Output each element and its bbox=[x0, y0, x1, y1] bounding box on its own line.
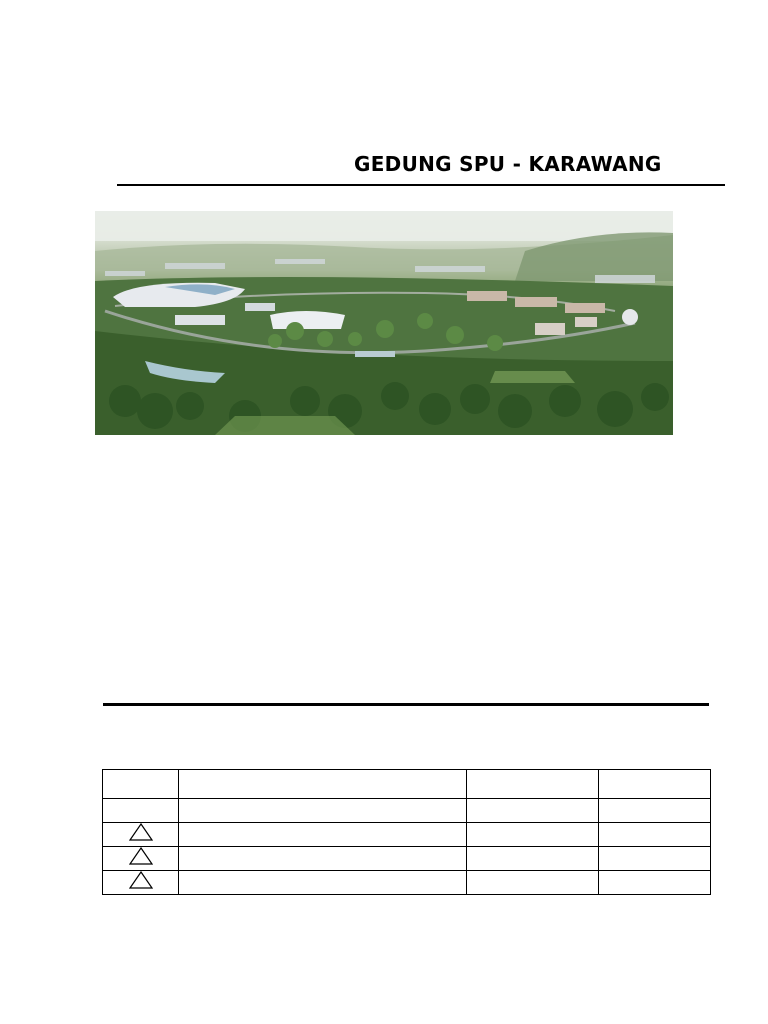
date-cell bbox=[467, 871, 599, 895]
triangle-icon bbox=[129, 871, 153, 889]
aerial-campus-illustration bbox=[95, 211, 673, 435]
revision-marker-cell bbox=[103, 847, 179, 871]
by-cell bbox=[599, 847, 711, 871]
table-row bbox=[103, 799, 711, 823]
header-cell bbox=[179, 770, 467, 799]
section-divider bbox=[103, 703, 709, 706]
revision-table-header bbox=[103, 770, 711, 799]
revision-marker-cell bbox=[103, 823, 179, 847]
by-cell bbox=[599, 799, 711, 823]
header-cell bbox=[467, 770, 599, 799]
date-cell bbox=[467, 799, 599, 823]
header-cell bbox=[599, 770, 711, 799]
document-title: GEDUNG SPU - KARAWANG bbox=[354, 152, 662, 176]
description-cell bbox=[179, 847, 467, 871]
triangle-icon bbox=[129, 823, 153, 841]
table-row bbox=[103, 847, 711, 871]
title-underline bbox=[117, 184, 725, 186]
table-row bbox=[103, 871, 711, 895]
revision-table bbox=[102, 769, 711, 895]
description-cell bbox=[179, 871, 467, 895]
revision-marker-cell bbox=[103, 799, 179, 823]
header-cell bbox=[103, 770, 179, 799]
aerial-campus-image bbox=[95, 211, 673, 435]
by-cell bbox=[599, 871, 711, 895]
description-cell bbox=[179, 799, 467, 823]
revision-marker-cell bbox=[103, 871, 179, 895]
description-cell bbox=[179, 823, 467, 847]
date-cell bbox=[467, 847, 599, 871]
table-row bbox=[103, 823, 711, 847]
triangle-icon bbox=[129, 847, 153, 865]
by-cell bbox=[599, 823, 711, 847]
date-cell bbox=[467, 823, 599, 847]
